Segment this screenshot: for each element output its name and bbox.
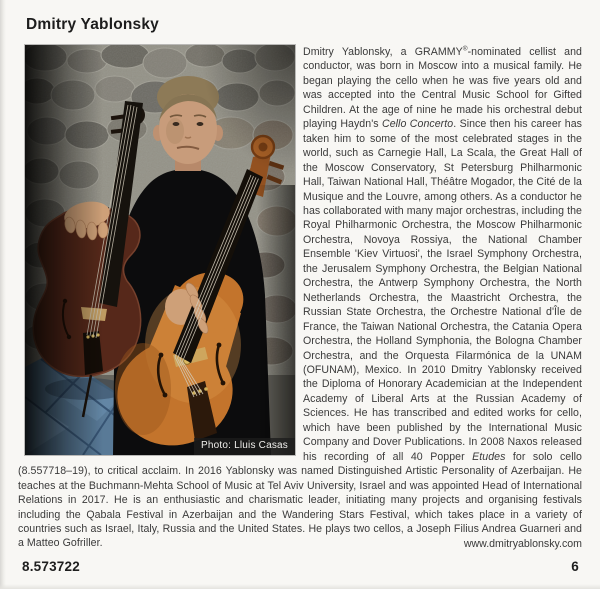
page-footer <box>22 559 579 574</box>
page-title: Dmitry Yablonsky <box>26 16 159 33</box>
biography-text: Dmitry Yablonsky, a GRAMMY®-nominated cellist and conductor, was born in Moscow into a musical family. He began playing the cello when he was five years old and was accepted into the Central Music School for Gifted Children. At the age of nine he made his orchestral debut playing Haydn's Cello Concerto. Since then his career has taken him to some of the most celebrated stages in the world, such as Carnegie Hall, La Scala, the Great Hall of the Moscow Conservatory, St Petersburg Philharmonic Hall, Taiwan National Hall, Théâtre Mogador, the Cité de la Musique and the Louvre, among others. As a conductor he has collaborated with many major orchestras, including the Royal Philharmonic Orchestra, the Moscow Philharmonic Orchestra, Novoya Rossiya, the National Chamber Ensemble 'Kiev Virtuosi', the Israel Symphony Orchestra, the Jerusalem Symphony Orchestra, the Belgian National Orchestra, the Antwerp Symphony Orchestra, the North Netherlands Orchestra, the Maastricht Orchestra, the Russian State Orchestra, the Orchestre National d'Île de France, the Taiwan National Orchestra, the Catania Opera Orchestra, the Holland Symphonia, the Bologna Chamber Orchestra, and the Orquesta Filarmónica de la UNAM (OFUNAM), Mexico. In 2010 Dmitry Yablonsky received the Diploma of Honorary Academician at the Independent Academy of Liberal Arts at the Russian Academy of Sciences. He has transcribed and edited works for cello, which have been published by the International Music Company and Dover Publications. In 2008 Naxos released his recording of all 40 Popper Etudes for solo cello (8.557718–19), to critical acclaim. In 2016 Yablonsky was named Distinguished Artistic Personality of Azerbaijan. He teaches at the Buchmann-Mehta School of Music at Tel Aviv University, Israel and was appointed Head of International Relations in 2017. He is an enthusiastic and charismatic leader, initiating many projects and organising festivals including the Qabala Festival in Azerbaijan and the Wandering Stars Festival, which takes place in a variety of countries such as Israel, Italy, Russia and the United States. He plays two cellos, a Joseph Filius Andrea Guarneri and a Matteo Gofriller. <box>18 45 583 550</box>
photo-vignette <box>25 45 295 455</box>
website-url: www.dmitryablonsky.com <box>456 538 582 550</box>
photo-credit: Photo: Lluis Casas <box>194 438 295 455</box>
scan-edge-bottom <box>0 584 600 589</box>
artist-photo <box>25 45 295 455</box>
artist-photo-scene <box>25 45 295 455</box>
catalog-number: 8.573722 <box>22 559 80 574</box>
biography-section <box>18 45 582 551</box>
page-number: 6 <box>571 559 579 574</box>
